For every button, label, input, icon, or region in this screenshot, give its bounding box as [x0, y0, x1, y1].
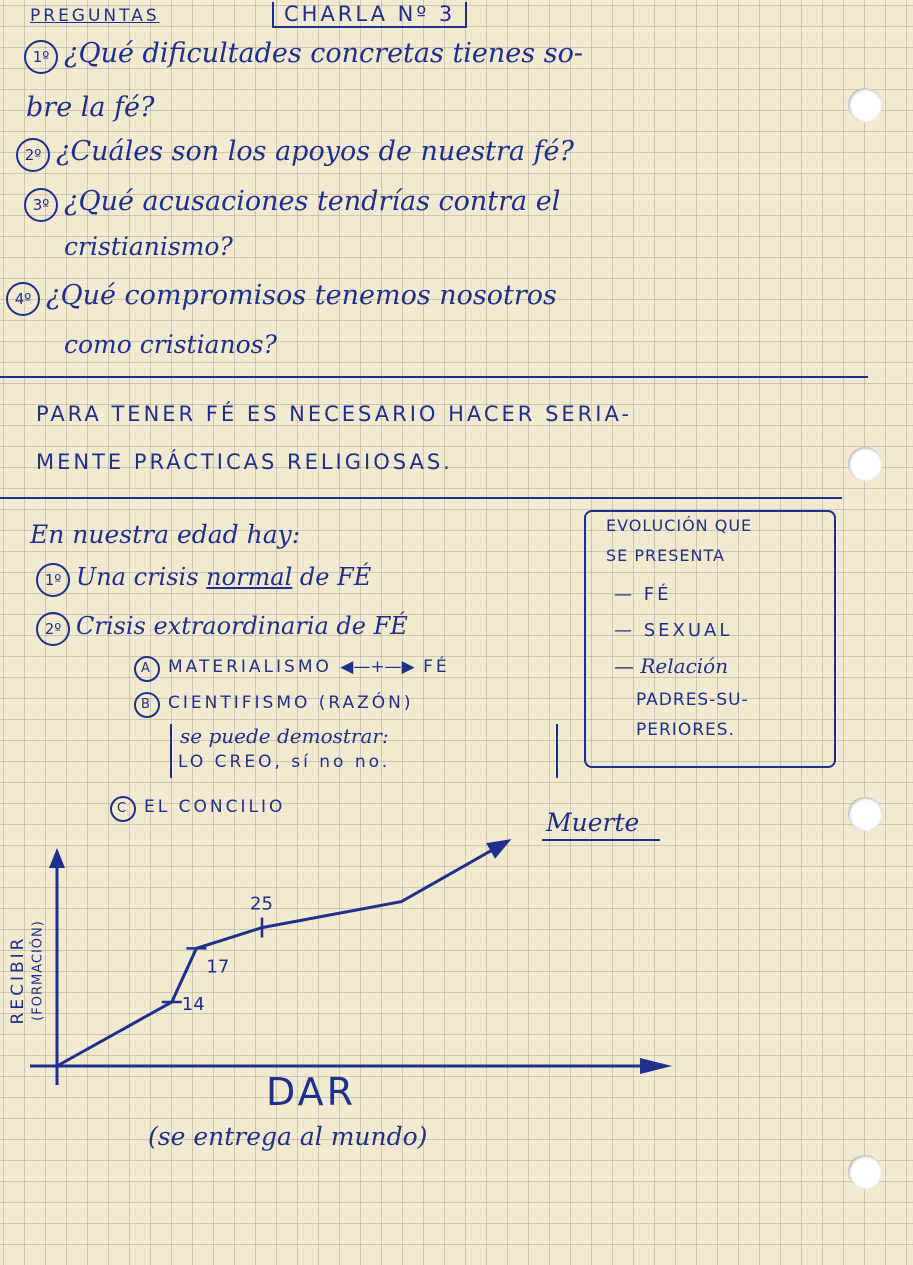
item-text: EL CONCILIO: [144, 797, 286, 817]
bracket-line-2: LO CREO, sí no no.: [178, 752, 391, 772]
evolution-item: PADRES-SU-: [636, 690, 749, 710]
x-axis-label: DAR: [266, 1070, 356, 1114]
question-3: [24, 186, 560, 222]
binder-hole: [848, 1155, 882, 1189]
question-text: ¿Cuáles son los apoyos de nuestra fé?: [56, 136, 575, 167]
double-arrow-icon: ◀—+—▶: [340, 657, 415, 677]
evolution-title-1: EVOLUCIÓN QUE: [606, 516, 753, 535]
item-letter: B: [134, 692, 160, 718]
age-label: 14: [181, 993, 205, 1015]
item-right: FÉ: [423, 657, 450, 677]
life-curve: [57, 841, 508, 1066]
divider-line: [0, 376, 868, 378]
item-letter: A: [134, 656, 160, 682]
evolution-box: [584, 510, 836, 768]
crisis-extraordinary: [36, 612, 408, 646]
x-axis-note: (se entrega al mundo): [148, 1122, 428, 1151]
bracket-line-1: se puede demostrar:: [180, 724, 389, 748]
item-concilio: [110, 796, 285, 822]
evolution-item: — SEXUAL: [614, 620, 733, 641]
crisis-prefix: Una crisis: [76, 563, 207, 591]
question-1-continued: bre la fé?: [26, 92, 155, 123]
crisis-text: Crisis extraordinaria de FÉ: [76, 612, 408, 640]
item-number: 1º: [36, 563, 70, 597]
item-cientifismo: [134, 692, 414, 718]
muerte-label: Muerte: [546, 808, 640, 837]
item-text: CIENTIFISMO (RAZÓN): [168, 693, 414, 713]
question-number: 3º: [24, 188, 58, 222]
evolution-item: — Relación: [614, 654, 729, 678]
statement-line-2: MENTE PRÁCTICAS RELIGIOSAS.: [36, 450, 453, 474]
question-4: [6, 280, 557, 316]
x-axis-arrowhead: [640, 1058, 672, 1074]
question-4-continued: como cristianos?: [64, 330, 277, 359]
evolution-item: PERIORES.: [636, 720, 735, 740]
curve-arrowhead: [486, 839, 511, 859]
divider-line: [0, 497, 842, 499]
question-text: ¿Qué dificultades concretas tienes so-: [64, 38, 583, 69]
item-materialismo: [134, 656, 450, 682]
question-number: 2º: [16, 138, 50, 172]
age-label: 25: [250, 893, 273, 915]
item-letter: C: [110, 796, 136, 822]
question-3-continued: cristianismo?: [64, 232, 233, 261]
crisis-underlined-word: normal: [206, 563, 293, 591]
question-2: [16, 136, 574, 172]
y-axis-arrowhead: [49, 848, 65, 868]
crisis-normal: [36, 563, 371, 597]
question-number: 4º: [6, 282, 40, 316]
age-intro: En nuestra edad hay:: [30, 520, 301, 549]
binder-hole: [848, 88, 882, 122]
question-text: ¿Qué acusaciones tendrías contra el: [64, 186, 561, 217]
statement-line-1: PARA TENER FÉ ES NECESARIO HACER SERIA-: [36, 402, 632, 426]
crisis-suffix: de FÉ: [292, 563, 372, 591]
item-left: MATERIALISMO: [168, 657, 332, 677]
item-number: 2º: [36, 612, 70, 646]
bracket-note: [170, 724, 558, 778]
charla-title: CHARLA Nº 3: [272, 2, 467, 28]
binder-hole: [848, 797, 882, 831]
evolution-title-2: SE PRESENTA: [606, 546, 725, 565]
age-label: 17: [206, 956, 230, 978]
question-text: ¿Qué compromisos tenemos nosotros: [46, 280, 557, 311]
question-1: [24, 38, 583, 74]
preguntas-heading: PREGUNTAS: [30, 6, 160, 26]
question-number: 1º: [24, 40, 58, 74]
binder-hole: [848, 447, 882, 481]
y-axis-label: RECIBIR: [8, 935, 28, 1025]
y-axis-note: (FORMACIÓN): [30, 920, 46, 1021]
evolution-item: — FÉ: [614, 584, 672, 605]
